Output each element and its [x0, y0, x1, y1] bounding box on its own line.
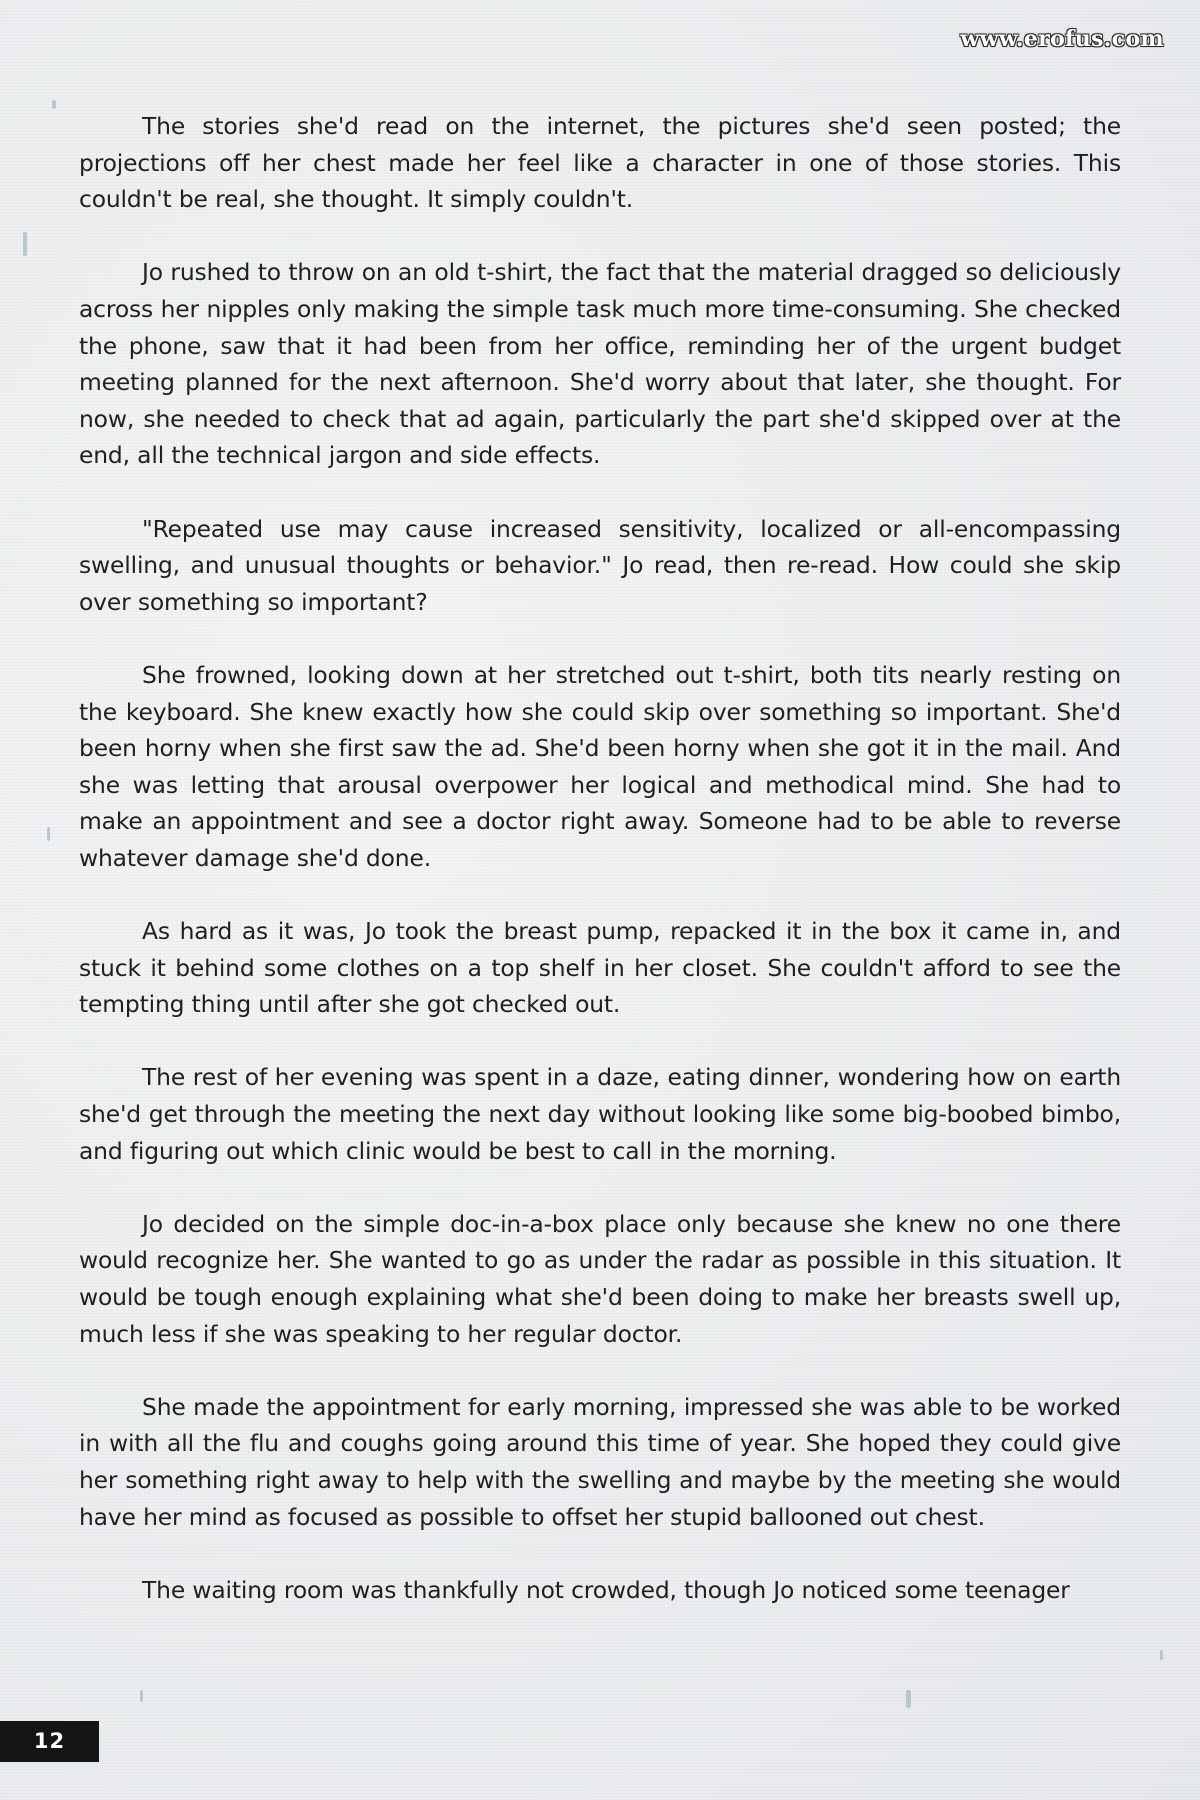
paper-speck [906, 1690, 911, 1708]
paragraph: She frowned, looking down at her stretched out t-shirt, both tits nearly resting on the keyboard. She knew exactly how she could skip over something so important. She'd been horny when she first saw the ad. She'd been horny when she got it in the mail. And she was letting that arousal overpower her logical and methodical mind. She had to make an appointment and see a doctor right away. Someone had to be able to reverse whatever damage she'd done. [79, 660, 1121, 872]
paragraph: The stories she'd read on the internet, the pictures she'd seen posted; the projections off her chest made her feel like a character in one of those stories. This couldn't be real, she thought. It simply couldn't. [79, 112, 1121, 214]
page-number: 12 [0, 1721, 99, 1762]
paper-speck [140, 1690, 143, 1702]
paper-speck [47, 827, 50, 841]
paragraph: Jo rushed to throw on an old t-shirt, the fact that the material dragged so deliciously across her nipples only making the simple task much more time-consuming. She checked the phone, saw that it had been from her office, reminding her of the urgent budget meeting planned for the next afternoon. She'd worry about that later, she thought. For now, she needed to check that ad again, particularly the part she'd skipped over at the end, all the technical jargon and side effects. [79, 258, 1121, 470]
watermark: www.erofus.com [960, 26, 1164, 52]
paragraph: Jo decided on the simple doc-in-a-box place only because she knew no one there would recognize her. She wanted to go as under the radar as possible in this situation. It would be tough enough explaining what she'd been doing to make her breasts swell up, much less if she was speaking to her regular doctor. [79, 1209, 1121, 1348]
paragraph: The rest of her evening was spent in a daze, eating dinner, wondering how on earth she'd get through the meeting the next day without looking like some big-boobed bimbo, and figuring out which clinic would be best to call in the morning. [79, 1063, 1121, 1165]
paragraph: She made the appointment for early morning, impressed she was able to be worked in with all the flu and coughs going around this time of year. She hoped they could give her something right away to help with the swelling and maybe by the meeting she would have her mind as focused as possible to offset her stupid ballooned out chest. [79, 1392, 1121, 1531]
paper-speck [23, 232, 27, 256]
paper-speck [1160, 1650, 1163, 1660]
paragraph: The waiting room was thankfully not crowded, though Jo noticed some teenager [142, 1575, 1070, 1604]
page-body [79, 108, 1121, 1608]
paragraph: As hard as it was, Jo took the breast pump, repacked it in the box it came in, and stuck it behind some clothes on a top shelf in her closet. She couldn't afford to see the tempting thing until after she got checked out. [79, 917, 1121, 1019]
paragraph: "Repeated use may cause increased sensitivity, localized or all-encompassing swelling, and unusual thoughts or behavior." Jo read, then re-read. How could she skip over something so important? [79, 514, 1121, 616]
paper-speck [52, 100, 56, 109]
